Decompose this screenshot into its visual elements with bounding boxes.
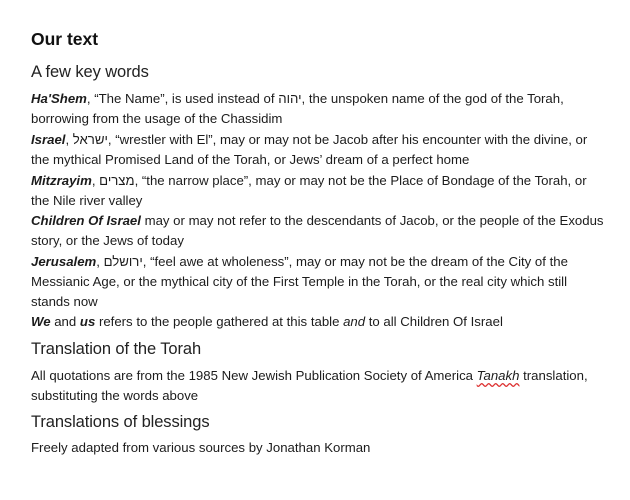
heading-key-words: A few key words [31,63,149,81]
torah-translation-text [31,366,606,406]
term-we: We [31,314,51,329]
text-refers: refers to the people gathered at this table [95,314,344,329]
torah-text-after: translation, substituting the words above [31,368,588,403]
term-israel: Israel [31,132,66,147]
entry-mitzrayim [31,171,606,211]
term-jerusalem: Jerusalem [31,254,97,269]
term-hashem: Ha'Shem [31,91,87,106]
entry-israel [31,130,606,170]
entry-children-of-israel [31,211,606,251]
text-tail: to all Children Of Israel [365,314,503,329]
blessings-text: Freely adapted from various sources by Jonathan Korman [31,440,371,455]
term-us: us [79,314,96,329]
tanakh-word: Tanakh [476,368,520,383]
entry-jerusalem [31,252,606,312]
entry-mitzrayim-text: , מצרים, “the narrow place”, may or may not be the Place of Bondage of the Torah, or the Nile river valley [31,173,587,208]
page-title: Our text [31,29,99,49]
entry-hashem-text: , “The Name”, is used instead of יהוה, the unspoken name of the god of the Torah, borrowing from the usage of the Chassidim [31,91,564,126]
torah-text-before: All quotations are from the 1985 New Jewish Publication Society of America [31,368,477,383]
entry-hashem [31,89,606,129]
text-and: and [50,314,80,329]
heading-torah-translation: Translation of the Torah [31,340,202,358]
entry-children-of-israel-text: may or may not refer to the descendants of Jacob, or the people of the Exodus story, or the Jews of today [31,213,604,248]
heading-blessings: Translations of blessings [31,413,210,431]
emphasis-and: and [343,314,366,329]
term-mitzrayim: Mitzrayim [31,173,92,188]
entry-we-us [31,312,606,332]
entry-israel-text: , ישראל, “wrestler with El”, may or may not be Jacob after his encounter with the divine, or the mythical Promised Land of the Torah, or Jews’ dream of a perfect home [31,132,588,167]
entry-jerusalem-text: , ירושלם, “feel awe at wholeness”, may or may not be the dream of the City of the Messianic Age, or the mythical city of the First Temple in the Torah, or the real city which still stands now [31,254,568,309]
term-children-of-israel: Children Of Israel [31,213,141,228]
